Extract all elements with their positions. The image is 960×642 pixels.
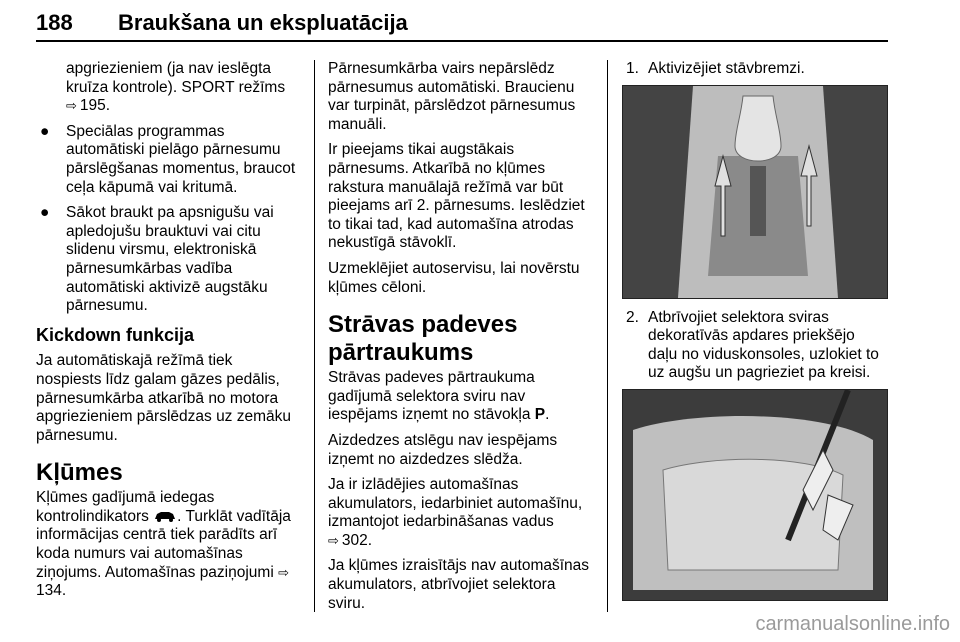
page-ref: 302. (341, 531, 373, 549)
gear-p-label: P (534, 406, 546, 424)
kickdown-paragraph: Ja automātiskajā režīmā tiek nospiests līdz galam gāzes pedālis, pārnesumkārba atkarībā no motora apgriezieniem pārslēdzas uz zemāku pārnesumu. (36, 352, 292, 444)
watermark: carmanualsonline.info (755, 613, 950, 635)
column-divider (607, 60, 608, 612)
intro-paragraph: apgriezieniem (ja nav ieslēgta kruīza kontrole). SPORT režīms ⇨ 195. (66, 60, 286, 115)
faults-heading: Kļūmes (36, 459, 123, 487)
faults-paragraph: Kļūmes gadījumā iedegas kontrolindikators . Turklāt vadītāja informācijas centrā tiek parādīts arī koda numurs vai automašīnas ziņojums. Automašīnas paziņojumi ⇨134. (36, 489, 291, 600)
paragraph: Ja kļūmes izraisītājs nav automašīnas akumulators, atbrīvojiet selektora sviru. (328, 557, 590, 612)
page-ref-icon: ⇨ (66, 98, 77, 114)
page-ref-icon: ⇨ (278, 564, 290, 580)
paragraph: Uzmeklējiet autoservisu, lai novērstu kļūmes cēloni. (328, 259, 580, 296)
trim-removal-illustration (623, 390, 887, 600)
page-header (36, 10, 888, 50)
paragraph: Ir pieejams tikai augstākais pārnesums. Atkarībā no kļūmes rakstura manuālajā režīmā var būt pieejams arī 2. pārnesums. Ieslēdziet to tikai tad, kad automašīna atrodas nekustīgā stāvoklī. (328, 141, 585, 252)
list-item: ● Sākot braukt pa apsnigušu vai apledojušu brauktuvi vai citu slidenu virsmu, elektroniskā pārnesumkārbas vadība automātiski aktivizē augstāku pārnesumu. (40, 204, 274, 315)
page-ref-icon: ⇨ (328, 532, 339, 548)
paragraph: Pārnesumkārba vairs nepārslēdz pārnesumus automātiski. Braucienu var turpināt, pārslēdzot pārnesumus manuāli. (328, 60, 576, 133)
column-divider (314, 60, 315, 612)
bullet-icon: ● (40, 204, 50, 222)
car-warning-icon (153, 510, 177, 522)
column-right (622, 60, 888, 611)
page-number: 188 (36, 10, 73, 35)
column-middle (328, 60, 594, 620)
trim-removal-figure (622, 389, 888, 601)
page-ref: 134. (36, 582, 67, 600)
page-ref: 195. (79, 97, 111, 115)
paragraph: Aizdedzes atslēgu nav iespējams izņemt no aizdedzes slēdža. (328, 431, 558, 468)
paragraph: Strāvas padeves pārtraukuma gadījumā selektora sviru nav iespējams izņemt no stāvokļa P. (328, 369, 550, 424)
step-item: 1. Aktivizējiet stāvbremzi. (626, 60, 805, 77)
bullet-icon: ● (40, 122, 50, 140)
header-rule (36, 40, 888, 42)
kickdown-heading: Kickdown funkcija (36, 324, 195, 345)
list-item: ● Speciālas programmas automātiski pielāgo pārnesumu pārslēgšanas momentus, braucot ceļa kāpumā vai kritumā. (40, 122, 296, 196)
gear-selector-illustration (623, 86, 887, 298)
column-left (36, 60, 300, 608)
paragraph: Ja ir izlādējies automašīnas akumulators, iedarbiniet automašīnu, izmantojot iedarbināšanas vadus ⇨ 302. (328, 476, 583, 549)
running-title: Braukšana un ekspluatācija (118, 10, 408, 35)
power-heading: Strāvas padeves pārtraukums (328, 311, 518, 367)
gear-selector-figure (622, 85, 888, 299)
step-item: 2. Atbrīvojiet selektora sviras dekoratīvās apdares priekšējo daļu no viduskonsoles, uzlokiet to uz augšu un pagrieziet pa kreisi. (626, 308, 879, 382)
